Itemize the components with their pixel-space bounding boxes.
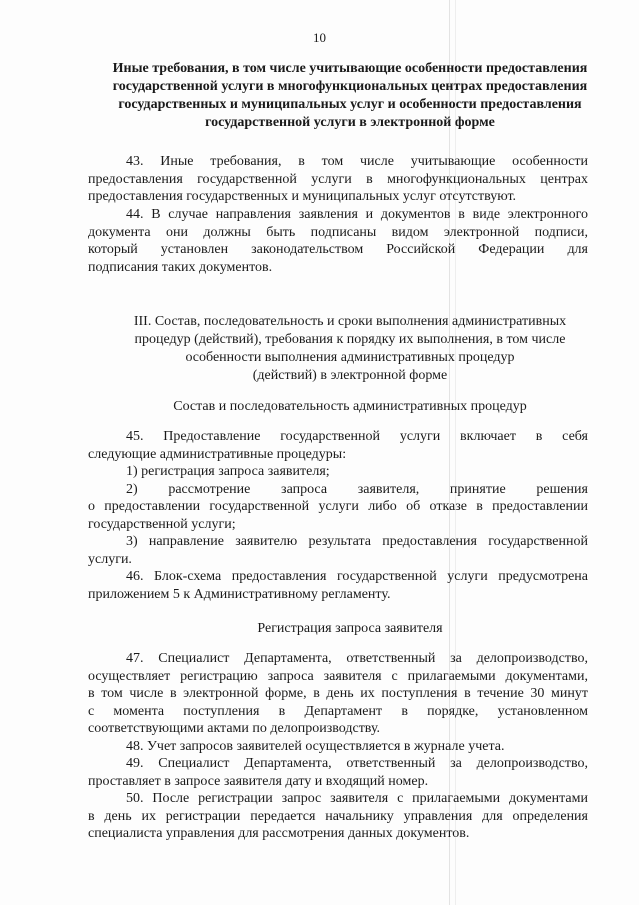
paragraph-45 bbox=[88, 428, 588, 603]
section-heading-other-requirements bbox=[60, 60, 639, 132]
list-item: 3) направление заявителю результата предоставления государственной bbox=[126, 534, 588, 549]
paragraph-line: специалиста управления для рассмотрения данных документов. bbox=[88, 826, 470, 841]
paragraph-line: документа они должны быть подписаны видом электронной подписи, bbox=[88, 224, 588, 240]
heading-line: Состав и последовательность административных процедур bbox=[173, 399, 527, 414]
paragraph-line: приложением 5 к Административному регламенту. bbox=[88, 586, 391, 602]
paragraph-47 bbox=[88, 650, 588, 843]
paragraph-line: следующие административные процедуры: bbox=[88, 446, 347, 462]
page-number: 10 bbox=[313, 30, 326, 45]
heading-line: государственных и муниципальных услуг и особенности предоставления bbox=[118, 97, 582, 112]
paragraph-line: с момента поступления в Департамент в порядке, установленном bbox=[88, 703, 588, 719]
paragraph-50: 50. После регистрации запрос заявителя с прилагаемыми документами bbox=[126, 791, 588, 806]
list-item: 2) рассмотрение запроса заявителя, принятие решения bbox=[126, 481, 588, 497]
paragraph-line: проставляет в запросе заявителя дату и входящий номер. bbox=[88, 773, 429, 789]
paragraph-46: 46. Блок-схема предоставления государственной услуги предусмотрена bbox=[126, 569, 588, 584]
paragraph-line: услуги. bbox=[88, 551, 132, 567]
heading-line: государственной услуги в многофункциональных центрах предоставления bbox=[112, 79, 588, 94]
heading-line: государственной услуги в электронной форме bbox=[205, 115, 495, 130]
paragraph-line: 44. В случае направления заявления и документов в виде электронного bbox=[126, 207, 588, 222]
paragraph-line: государственной услуги; bbox=[88, 516, 236, 532]
section-heading-iii bbox=[60, 313, 639, 385]
paragraph-43 bbox=[88, 153, 588, 206]
paragraph-line: в день их регистрации передается начальнику управления для определения bbox=[88, 808, 588, 824]
paragraph-line: 47. Специалист Департамента, ответственный за делопроизводство, bbox=[126, 651, 588, 666]
heading-line: (действий) в электронной форме bbox=[252, 368, 448, 383]
subsection-heading-registration bbox=[60, 620, 639, 638]
paragraph-line: о предоставлении государственной услуги либо об отказе в предоставлении bbox=[88, 499, 588, 514]
heading-line: процедур (действий), требования к порядку их выполнения, в том числе bbox=[134, 332, 566, 347]
heading-line: Регистрация запроса заявителя bbox=[257, 621, 443, 636]
paragraph-line: 43. Иные требования, в том числе учитывающие особенности bbox=[126, 154, 588, 169]
paragraph-49: 49. Специалист Департамента, ответственный за делопроизводство, bbox=[126, 756, 588, 771]
paragraph-line: который установлен законодательством Российской Федерации для bbox=[88, 242, 588, 257]
list-item: 1) регистрация запроса заявителя; bbox=[126, 464, 330, 479]
paragraph-line: предоставления государственных и муниципальных услуг отсутствуют. bbox=[88, 189, 517, 204]
heading-line: Иные требования, в том числе учитывающие особенности предоставления bbox=[112, 61, 588, 76]
paragraph-line: 45. Предоставление государственной услуги включает в себя bbox=[126, 429, 588, 444]
paragraph-48: 48. Учет запросов заявителей осуществляется в журнале учета. bbox=[126, 738, 505, 754]
heading-line: III. Состав, последовательность и сроки выполнения административных bbox=[133, 314, 567, 329]
paragraph-line: в том числе в электронной форме, в день их поступления в течение 30 минут bbox=[88, 686, 588, 701]
paragraph-line: соответствующими актами по делопроизводству. bbox=[88, 721, 381, 736]
paragraph-line: осуществляет регистрацию запроса заявителя с прилагаемыми документами, bbox=[88, 668, 588, 684]
paragraph-line: предоставления государственной услуги в многофункциональных центрах bbox=[88, 171, 588, 187]
heading-line: особенности выполнения административных процедур bbox=[185, 350, 515, 365]
subsection-heading-procedures bbox=[60, 398, 639, 416]
paragraph-44 bbox=[88, 206, 588, 276]
paragraph-line: подписания таких документов. bbox=[88, 259, 273, 275]
